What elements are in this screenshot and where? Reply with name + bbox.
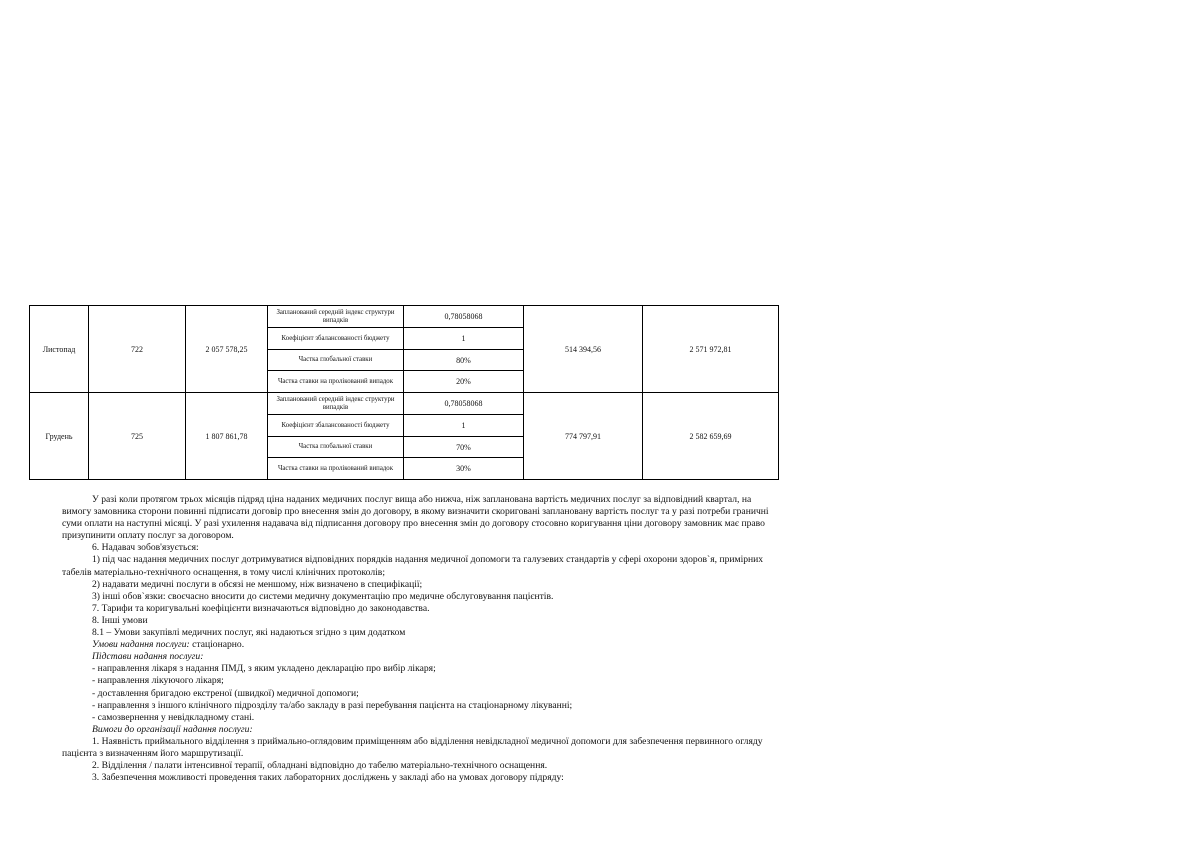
grounds-item: - направлення лікуючого лікаря;	[92, 675, 224, 687]
count-cell: 722	[89, 306, 186, 393]
grounds-item: - самозвернення у невідкладному стані.	[92, 711, 255, 723]
param-value: 0,78058068	[404, 306, 524, 328]
param-label: Коефіцієнт збалансованості бюджету	[268, 415, 404, 437]
conditions-line	[62, 639, 774, 651]
conditions-value: стаціонарно.	[189, 639, 245, 651]
paragraph-price-adjustment: У разі коли протягом трьох місяців підряд ціна наданих медичних послуг вища або нижча, ніж запланована вартість медичних послуг за відповідний квартал, на вимогу замовника сторони повинні підписати договір про внесення змін до договору, в якому визначити скориговані запланованy вартість послуг та у разі потреби граничні суми оплати на наступні місяці. У разі ухилення надавача від підписання договору про внесення змін до договору стосовно коригування ціни договору замовник має право призупинити оплату послуг за договором.	[62, 494, 769, 542]
param-label: Частка ставки на пролікований випадок	[268, 371, 404, 393]
table-row	[30, 393, 779, 415]
conditions-label: Умови надання послуги:	[92, 639, 190, 651]
requirements-label: Вимоги до організації надання послуги:	[92, 723, 253, 735]
base-amount-cell: 2 057 578,25	[186, 306, 268, 393]
section-7: 7. Тарифи та коригувальні коефіцієнти визначаються відповідно до законодавства.	[92, 602, 430, 614]
grounds-label: Підстави надання послуги:	[92, 651, 204, 663]
section-6-item-3: 3) інші обов`язки: своєчасно вносити до системи медичну документацію про медичне обслуговування пацієнтів.	[92, 590, 554, 602]
total-cell: 2 571 972,81	[643, 306, 779, 393]
param-value: 20%	[404, 371, 524, 393]
grounds-item: - направлення лікаря з надання ПМД, з яким укладено декларацію про вибір лікаря;	[92, 663, 436, 675]
grounds-item: - направлення з іншого клінічного підрозділу та/або закладу в разі перебування пацієнта на стаціонарному лікуванні;	[92, 699, 573, 711]
param-value: 70%	[404, 437, 524, 458]
section-8-1: 8.1 – Умови закупівлі медичних послуг, які надаються згідно з цим додатком	[92, 627, 406, 639]
requirements-item: 3. Забезпечення можливості проведення таких лабораторних досліджень у закладі або на умовах договору підряду:	[92, 772, 564, 784]
param-label: Запланований середній індекс структури випадків	[268, 393, 404, 415]
param-label: Частка глобальної ставки	[268, 350, 404, 371]
amount-cell: 514 394,56	[524, 306, 643, 393]
section-6-item-2: 2) надавати медичні послуги в обсязі не меншому, ніж визначено в специфікації;	[92, 578, 423, 590]
section-8-title: 8. Інші умови	[92, 614, 148, 626]
param-label: Коефіцієнт збалансованості бюджету	[268, 328, 404, 350]
section-6-item-1: 1) під час надання медичних послуг дотримуватися відповідних порядків надання медичної допомоги та галузевих стандартів у сфері охорони здоров`я, примірних табелів матеріально-технічного оснащення, в тому числі клінічних протоколів;	[62, 554, 764, 578]
section-6-title: 6. Надавач зобов'язується:	[92, 542, 199, 554]
param-value: 80%	[404, 350, 524, 371]
amount-cell: 774 797,91	[524, 393, 643, 480]
table-row	[30, 306, 779, 328]
param-value: 1	[404, 415, 524, 437]
month-cell: Листопад	[30, 306, 89, 393]
requirements-item: 2. Відділення / палати інтенсивної терапії, обладнані відповідно до табелю матеріально-технічного оснащення.	[92, 760, 548, 772]
param-value: 30%	[404, 458, 524, 480]
param-label: Запланований середній індекс структури випадків	[268, 306, 404, 328]
payment-table	[29, 305, 779, 480]
month-cell: Грудень	[30, 393, 89, 480]
document-body	[62, 494, 774, 784]
param-value: 1	[404, 328, 524, 350]
base-amount-cell: 1 807 861,78	[186, 393, 268, 480]
param-label: Частка глобальної ставки	[268, 437, 404, 458]
count-cell: 725	[89, 393, 186, 480]
param-label: Частка ставки на пролікований випадок	[268, 458, 404, 480]
param-value: 0,78058068	[404, 393, 524, 415]
requirements-item: 1. Наявність приймального відділення з приймально-оглядовим приміщенням або відділення невідкладної медичної допомоги для забезпечення первинного огляду пацієнта з визначенням його маршрутизації.	[62, 735, 763, 759]
total-cell: 2 582 659,69	[643, 393, 779, 480]
grounds-item: - доставлення бригадою екстреної (швидкої) медичної допомоги;	[92, 687, 359, 699]
